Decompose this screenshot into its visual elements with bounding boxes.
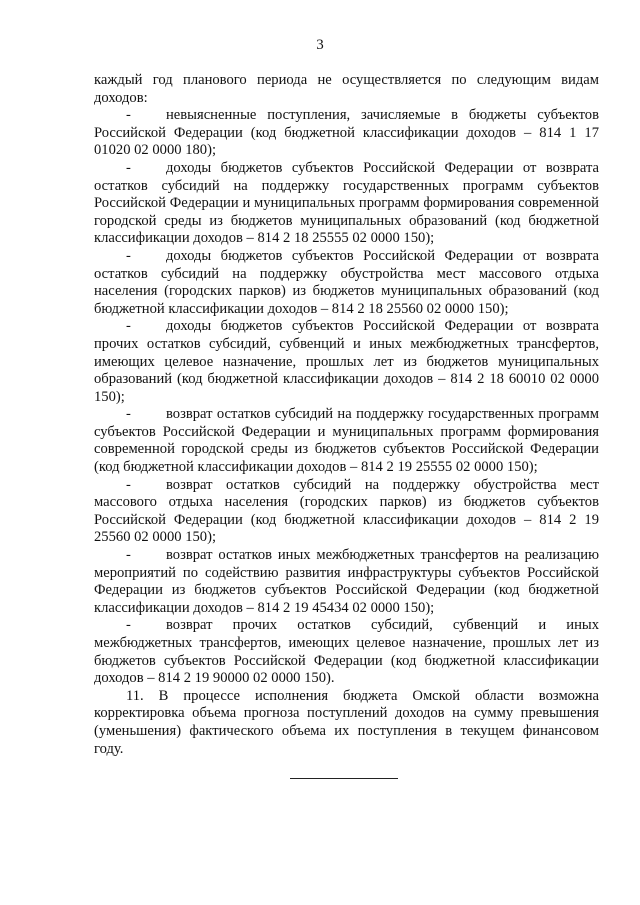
list-item-3 <box>94 248 599 318</box>
list-item-text: возврат остатков субсидий на поддержку государственных программ субъектов Российской Федерации и муниципальных программ формирования современной городской среды из бюджетов субъектов Российской Федерации (код бюджетной классификации доходов – 814 2 19 25555 02 0000 150); <box>94 406 599 476</box>
list-item-text: возврат остатков иных межбюджетных трансфертов на реализацию мероприятий по содействию развития инфраструктуры субъектов Российской Федерации из бюджетов субъектов Российской Федерации (код бюджетной классификации доходов – 814 2 19 45434 02 0000 150); <box>94 547 599 616</box>
list-bullet: - <box>126 159 131 176</box>
list-bullet: - <box>126 318 131 335</box>
list-bullet: - <box>126 617 131 634</box>
list-item-text: возврат остатков субсидий на поддержку обустройства мест массового отдыха населения (городских парков) из бюджетов субъектов Российской Федерации (код бюджетной классификации доходов – 814 2 19 25560 02 0000 150); <box>94 476 599 546</box>
list-bullet: - <box>126 247 131 264</box>
list-item-text: возврат прочих остатков субсидий, субвенций и иных межбюджетных трансфертов, имеющих целевое назначение, прошлых лет из бюджетов субъектов Российской Федерации (код бюджетной классификации доходов – 814 2 19 90000 02 0000 150). <box>94 617 599 687</box>
list-bullet: - <box>126 107 131 124</box>
list-item-text: доходы бюджетов субъектов Российской Федерации от возврата остатков субсидий на поддержку государственных программ субъектов Российской Федерации и муниципальных программ формирования современной городской среды из бюджетов муниципальных образований (код бюджетной классификации доходов – 814 2 18 25555 02 0000 150); <box>94 159 599 247</box>
end-divider-line <box>290 778 398 779</box>
list-item-4 <box>94 318 599 406</box>
list-bullet: - <box>126 406 131 423</box>
list-item-5 <box>94 406 599 476</box>
list-item-text: невыясненные поступления, зачисляемые в бюджеты субъектов Российской Федерации (код бюджетной классификации доходов – 814 1 17 01020 02 0000 180); <box>94 107 599 159</box>
intro-paragraph: каждый год планового периода не осуществляется по следующим видам доходов: <box>94 72 599 106</box>
list-item-7 <box>94 547 599 617</box>
list-item-8 <box>94 617 599 687</box>
list-item-text: доходы бюджетов субъектов Российской Федерации от возврата прочих остатков субсидий, субвенций и иных межбюджетных трансфертов, имеющих целевое назначение, прошлых лет из бюджетов муниципальных образований (код бюджетной классификации доходов – 814 2 18 60010 02 0000 150); <box>94 318 599 405</box>
paragraph-11: 11. В процессе исполнения бюджета Омской области возможна корректировка объема прогноза поступлений доходов на сумму превышения (уменьшения) фактического объема их поступления в текущем финансовом году. <box>94 687 599 757</box>
list-item-text: доходы бюджетов субъектов Российской Федерации от возврата остатков субсидий на поддержку обустройства мест массового отдыха населения (городских парков) из бюджетов муниципальных образований (код бюджетной классификации доходов – 814 2 18 25560 02 0000 150); <box>94 247 599 317</box>
page-number: 3 <box>316 37 324 53</box>
list-item-2 <box>94 160 599 248</box>
document-body <box>94 72 599 758</box>
list-item-1 <box>94 107 599 160</box>
list-item-6 <box>94 477 599 547</box>
list-bullet: - <box>126 547 131 564</box>
list-bullet: - <box>126 476 131 493</box>
